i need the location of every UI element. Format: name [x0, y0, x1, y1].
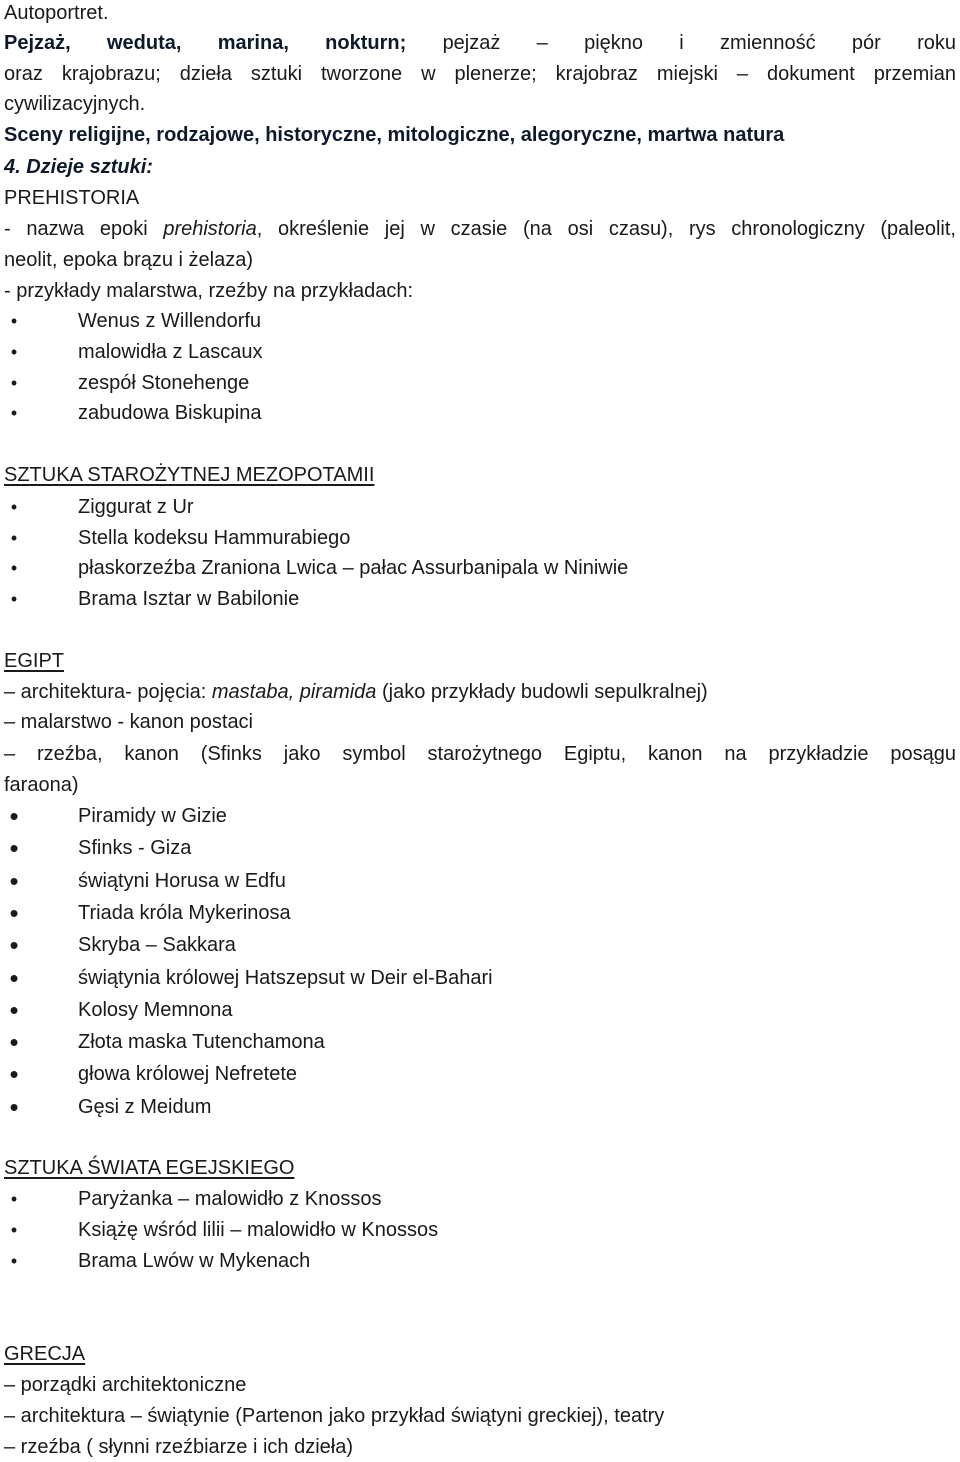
- intro-line-5-bold: Sceny religijne, rodzajowe, historyczne, mitologiczne, alegoryczne, m: [4, 124, 666, 146]
- list-item: Książę wśród lilii – malowidło w Knossos: [78, 1219, 439, 1241]
- prehistoria-para-1-a: - nazwa epoki: [4, 218, 164, 240]
- list-item: zespół Stonehenge: [78, 372, 250, 394]
- list-item: Ziggurat z Ur: [78, 496, 194, 518]
- egipt-line-2: – malarstwo - kanon postaci: [4, 711, 254, 733]
- list-item: malowidła z Lascaux: [78, 341, 263, 363]
- bullet-icon: •: [9, 995, 19, 1025]
- bullet-icon: •: [10, 1220, 18, 1240]
- list-item: Piramidy w Gizie: [78, 805, 227, 827]
- intro-line-2-bold: Pejzaż, weduta, marina, nokturn;: [4, 32, 407, 54]
- intro-line-2: [4, 30, 956, 56]
- list-item: płaskorzeźba Zraniona Lwica – pałac Assurbanipala w Niniwie: [78, 557, 629, 579]
- heading-egipt: EGIPT: [4, 650, 65, 672]
- list-item: głowa królowej Nefretete: [78, 1063, 297, 1085]
- grecja-line-3: – rzeźba ( słynni rzeźbiarze i ich dzieła): [4, 1436, 354, 1458]
- list-item: Brama Lwów w Mykenach: [78, 1250, 311, 1272]
- intro-line-3: oraz krajobrazu; dzieła sztuki tworzone w plenerze; krajobraz miejski – dokument przemian: [4, 63, 956, 85]
- list-item: Złota maska Tutenchamona: [78, 1031, 325, 1053]
- list-item: świątyni Horusa w Edfu: [78, 870, 286, 892]
- egipt-line-1-a: – architektura- pojęcia:: [4, 681, 212, 703]
- bullet-icon: •: [9, 1059, 19, 1089]
- heading-egejska: SZTUKA ŚWIATA EGEJSKIEGO: [4, 1157, 295, 1179]
- list-item: Paryżanka – malowidło z Knossos: [78, 1188, 382, 1210]
- bullet-icon: •: [10, 558, 18, 578]
- heading-mezopotamia: SZTUKA STAROŻYTNEJ MEZOPOTAMII: [4, 464, 375, 486]
- bullet-icon: •: [10, 497, 18, 517]
- bullet-icon: •: [9, 866, 19, 896]
- bullet-icon: •: [9, 1027, 19, 1057]
- list-item: Kolosy Memnona: [78, 999, 233, 1021]
- bullet-icon: •: [9, 833, 19, 863]
- bullet-icon: •: [10, 1251, 18, 1271]
- bullet-icon: •: [10, 589, 18, 609]
- intro-line-5: [4, 122, 784, 148]
- list-item: Stella kodeksu Hammurabiego: [78, 527, 351, 549]
- bullet-icon: •: [9, 801, 19, 831]
- prehistoria-para-1-cont: neolit, epoka brązu i żelaza): [4, 249, 254, 271]
- intro-line-2-rest: pejzaż – piękno i zmienność pór roku: [442, 32, 957, 54]
- bullet-icon: •: [9, 930, 19, 960]
- list-item: Brama Isztar w Babilonie: [78, 588, 300, 610]
- bullet-icon: •: [10, 403, 18, 423]
- prehistoria-para-1-c: , określenie jej w czasie (na osi czasu), rys chronologiczny (paleolit,: [256, 218, 956, 240]
- heading-grecja: GRECJA: [4, 1343, 86, 1365]
- heading-prehistoria: PREHISTORIA: [4, 187, 140, 209]
- list-item: Skryba – Sakkara: [78, 934, 236, 956]
- bullet-icon: •: [10, 528, 18, 548]
- bullet-icon: •: [10, 373, 18, 393]
- egipt-line-3: – rzeźba, kanon (Sfinks jako symbol starożytnego Egiptu, kanon na przykładzie posągu: [4, 743, 956, 765]
- list-item: Sfinks - Giza: [78, 837, 192, 859]
- prehistoria-para-2: - przykłady malarstwa, rzeźby na przykładach:: [4, 280, 414, 302]
- list-item: świątynia królowej Hatszepsut w Deir el-Bahari: [78, 967, 493, 989]
- bullet-icon: •: [9, 898, 19, 928]
- bullet-icon: •: [9, 1092, 19, 1122]
- prehistoria-term: prehistoria: [163, 218, 257, 240]
- bullet-icon: •: [10, 311, 18, 331]
- bullet-icon: •: [10, 1189, 18, 1209]
- grecja-line-1: – porządki architektoniczne: [4, 1374, 247, 1396]
- grecja-line-2: – architektura – świątynie (Partenon jako przykład świątyni greckiej), teatry: [4, 1405, 665, 1427]
- list-item: Triada króla Mykerinosa: [78, 902, 291, 924]
- intro-line-1: Autoportret.: [4, 2, 109, 24]
- egipt-line-1: [4, 679, 708, 705]
- intro-line-5-rest: artwa natura: [665, 124, 785, 146]
- intro-line-4: cywilizacyjnych.: [4, 93, 146, 115]
- list-item: zabudowa Biskupina: [78, 402, 262, 424]
- list-item: Wenus z Willendorfu: [78, 310, 262, 332]
- prehistoria-para-1: [4, 216, 956, 242]
- bullet-icon: •: [9, 963, 19, 993]
- egipt-line-1-c: (jako przykłady budowli sepulkralnej): [376, 681, 708, 703]
- list-item: Gęsi z Meidum: [78, 1096, 212, 1118]
- section-title: 4. Dzieje sztuki:: [4, 156, 153, 178]
- egipt-line-4: faraona): [4, 774, 79, 796]
- egipt-terms: mastaba, piramida: [211, 681, 377, 703]
- bullet-icon: •: [10, 342, 18, 362]
